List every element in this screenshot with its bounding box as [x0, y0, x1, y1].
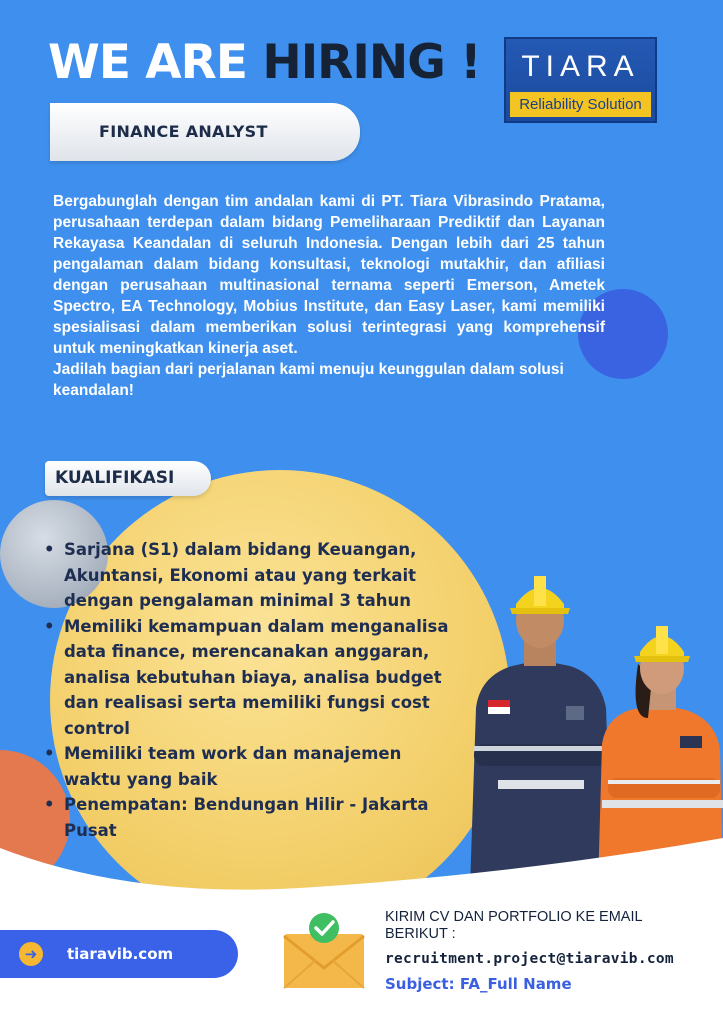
- position-title-pill: [50, 103, 360, 161]
- list-item: • Penempatan: Bendungan Hilir - Jakarta Pusat: [40, 792, 460, 843]
- recruitment-email[interactable]: recruitment.project@tiaravib.com: [385, 951, 674, 967]
- list-item: • Sarjana (S1) dalam bidang Keuangan, Akuntansi, Ekonomi atau yang terkait dengan pengalaman minimal 3 tahun: [40, 537, 460, 614]
- envelope-icon: [282, 912, 366, 990]
- intro-paragraph-1: Bergabunglah dengan tim andalan kami di PT. Tiara Vibrasindo Pratama, perusahaan terdepan dalam bidang Pemeliharaan Prediktif dan Layanan Rekayasa Keandalan di seluruh Indonesia. Dengan lebih dari 25 tahun pengalaman dalam bidang konsultasi, teknologi mutakhir, dan afiliasi dengan perusahaan multinasional ternama seperti Emerson, Ametek Spectro, EA Technology, Mobius Institute, dan Easy Laser, kami memiliki spesialisasi dalam memberikan solusi terintegrasi yang komprehensif untuk meningkatkan kinerja aset.: [53, 193, 605, 357]
- qualifications-heading-pill: [45, 461, 211, 496]
- headline-hiring: HIRING !: [262, 35, 481, 90]
- list-item: • Memiliki kemampuan dalam menganalisa data finance, merencanakan anggaran, analisa kebutuhan biaya, analisa budget dan realisasi serta memiliki fungsi cost control: [40, 614, 460, 742]
- email-subject: Subject: FA_Full Name: [385, 975, 572, 993]
- company-logo: [504, 37, 657, 123]
- website-text: tiaravib.com: [67, 945, 174, 963]
- headline-we-are: WE ARE: [48, 35, 247, 90]
- qualifications-heading: KUALIFIKASI: [55, 468, 175, 488]
- headline: [48, 34, 481, 92]
- website-link[interactable]: [0, 930, 238, 978]
- position-title: FINANCE ANALYST: [99, 122, 268, 141]
- intro-paragraph-2: Jadilah bagian dari perjalanan kami menuju keunggulan dalam solusi keandalan!: [53, 361, 564, 399]
- list-item: • Memiliki team work dan manajemen waktu yang baik: [40, 741, 460, 792]
- send-cv-label: KIRIM CV DAN PORTFOLIO KE EMAIL BERIKUT :: [385, 909, 643, 942]
- logo-tagline: Reliability Solution: [510, 92, 651, 117]
- qualifications-list: [40, 537, 460, 843]
- check-icon: [309, 913, 339, 943]
- arrow-right-icon: ➜: [19, 942, 43, 966]
- company-intro: [53, 191, 605, 401]
- logo-name: TIARA: [521, 50, 640, 83]
